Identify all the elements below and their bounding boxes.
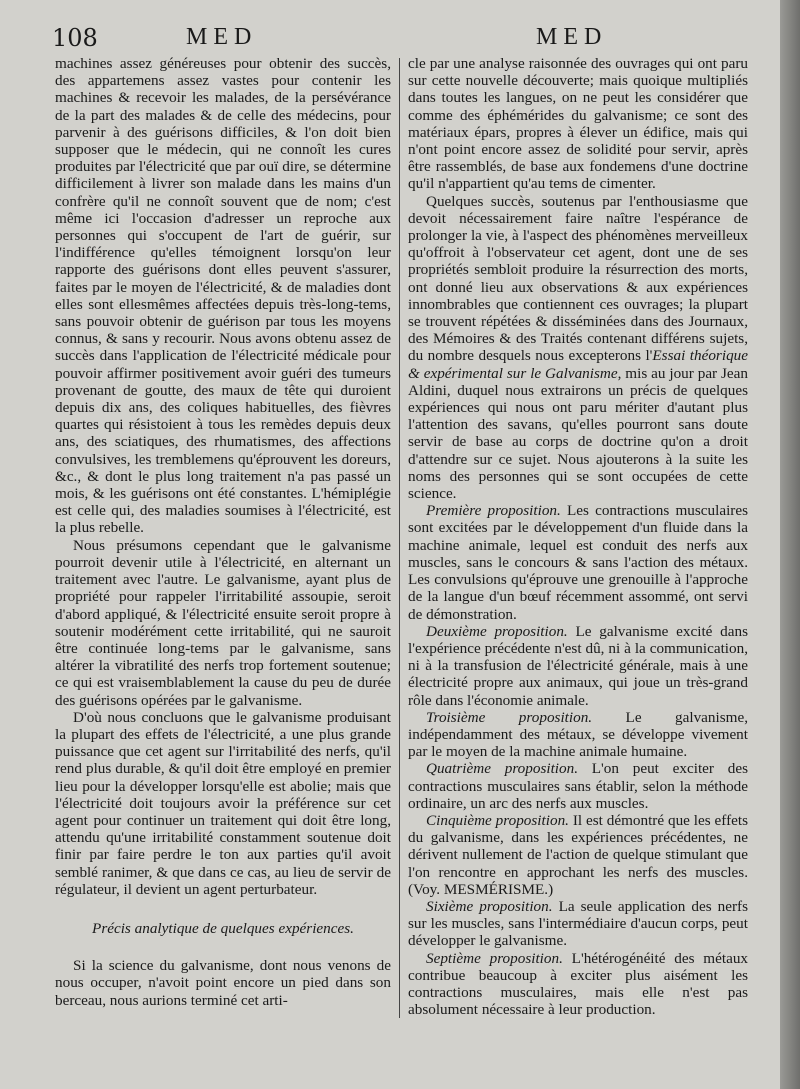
proposition-label: Quatrième proposition. [426,760,578,778]
column-rule [399,58,400,1018]
proposition-label: Deuxième proposition. [426,622,568,640]
page-header [0,22,780,56]
paragraph-text: Quelques succès, soutenus par l'enthousiasme que devoit nécessairement faire naître l'espérance de prolonger la vie, à l'aspect des phénomènes merveilleux qu'offroit à l'observateur cet agent, dont une de ses propriétés sembloit produire la résurrection des morts, ont donné lieu aux observations & aux expériences innombrables que contiennent ces ouvrages; la plupart se trouvent répétées & disséminées dans des Journaux, des Mémoires & des Traités contenant différens sujets, du nombre desquels nous excepterons l' [408,192,748,365]
proposition [408,812,748,898]
running-head-left: MED [186,24,258,50]
proposition [408,760,748,812]
right-column [408,55,748,1018]
page-number: 108 [52,24,98,52]
paragraph: machines assez généreuses pour obtenir des succès, des appartemens assez vastes pour contenir les machines & recevoir les malades, de la persévérance de la part des malades & de celle des médecins, pour parvenir à des guérisons difficiles, & l'on doit bien supposer que le médecin, qui ne connoît les cures produites par l'électricité que par ouï dire, se détermine difficilement à livrer son malade dans les mains d'un confrère qu'il ne connoît souvent que de nom; c'est même ici l'occasion d'adresser un reproche aux personnes qui s'occupent de l'art de guérir, sur l'indifférence qu'elles témoignent lorsqu'on leur rapporte des guérisons dont elles peuvent s'assurer, faites par le moyen de l'électricité, & de maladies dont elles sont ellesmêmes affectées depuis très-long-tems, sans pouvoir obtenir de guérison par tous les moyens connus, & sans y recourir. Nous avons obtenu assez de succès dans l'application de l'électricité médicale pour pouvoir affirmer positivement avoir guéri des tumeurs provenant de goutte, des maux de tête qui duroient depuis dix ans, des coliques habituelles, des fièvres quartes qui résistoient à tous les remèdes depuis deux ans, des sciatiques, des rhumatismes, des affections convulsives, les tremblemens qu'éprouvent les doreurs, &c., & dont le plus long traitement n'a pas passé un mois, & les guérisons ont été constantes. L'hémiplégie est celle qui, des maladies soumises à l'électricité, est la plus rebelle. [55,55,391,537]
proposition-text: Le galvanisme, indépendamment des métaux, se développe vivement par le moyen de la machine animale humaine. [408,708,749,761]
proposition-text: L'hétérogénéité des métaux contribue beaucoup à exciter plus aisément les contractions musculaires, mais elle n'est pas absolument nécessaire à leur production. [408,949,749,1019]
proposition-text: L'on peut exciter des contractions musculaires sans établir, selon la méthode ordinaire, un arc des nerfs aux muscles. [408,760,748,812]
paragraph [408,193,748,503]
proposition [408,898,748,950]
proposition-label: Troisième proposition. [426,708,593,726]
proposition [408,623,748,709]
proposition [408,709,748,761]
proposition [408,502,748,622]
paragraph: Si la science du galvanisme, dont nous venons de nous occuper, n'avoit point encore un pied dans son berceau, nous aurions terminé cet arti- [55,957,391,1009]
proposition-text: Les contractions musculaires sont excitées par le développement d'un fluide dans la machine animale, lequel est conduit des nerfs aux muscles, sans le concours & sans l'action des métaux. Les convulsions qu'éprouve une grenouille à l'approche de la langue d'un bœuf récemment assommé, ont servi de démonstration. [408,502,749,623]
scan-edge [780,0,800,1089]
proposition-label: Septième proposition. [426,949,563,967]
paragraph: cle par une analyse raisonnée des ouvrages qui ont paru sur cette nouvelle découverte; mais quoique multipliés dans toutes les langues, on ne peut les considérer que comme des éphémérides du galvanisme; ce sont des matériaux épars, propres à élever un édifice, mais qui n'ont point encore assez de solidité pour servir, après être rassemblés, de base aux fondemens d'une doctrine qu'il n'appartient qu'au tems de cimenter. [408,55,748,193]
paragraph: D'où nous concluons que le galvanisme produisant la plupart des effets de l'électricité, a une plus grande puissance que cet agent sur l'irritabilité des nerfs, qu'il rend plus durable, & qu'il doit être employé en premier lieu pour la développer lorsqu'elle est abolie; mais que l'électricité doit toujours avoir la préférence sur cet agent pour continuer un traitement qui doit être long, attendu qu'une irritabilité constamment soutenue doit finir par faire perdre le ton aux parties qu'il avoit semblé ranimer, & que dans ce cas, au lieu de servir de régulateur, il devient un agent perturbateur. [55,708,391,898]
proposition-label: Cinquième proposition. [426,811,569,829]
proposition-label: Première proposition. [426,502,561,520]
paragraph: Nous présumons cependant que le galvanisme pourroit devenir utile à l'électricité, en alternant un traitement avec l'autre. Le galvanisme, ayant plus de propriété pour rappeler l'irritabilité assoupie, seroit d'abord appliqué, & l'électricité ensuite seroit propre à soutenir modérément cette irritabilité, qui ne sauroit être continuée long-tems par le galvanisme, sans altérer la vibratilité des nerfs trop fortement soutenue; ce qui est vraisemblablement la cause du peu de durée des guérisons opérées par le galvanisme. [55,536,391,709]
left-column [55,55,391,1009]
book-title: Essai théorique & expérimental sur le Galvanisme [408,347,748,382]
proposition-text: La seule application des nerfs sur les muscles, sans l'intermédiaire d'aucun corps, peut développer le galvanisme. [408,897,748,950]
proposition-text: Il est démontré que les effets du galvanisme, dans les expériences précédentes, ne dérivent nullement de l'action de quelque stimulant que l'on rencontre en approchant les nerfs des muscles. (Voy. MESMÉRISME.) [408,811,748,898]
running-head-right: MED [536,24,608,50]
proposition-label: Sixième proposition. [426,897,553,915]
paragraph-text: , mis au jour par Jean Aldini, duquel nous extrairons un précis de quelques expériences qui nous ont paru mériter d'autant plus l'attention des savans, qu'elles pourront sans doute servir de base au corps de doctrine qu'on a droit d'attendre sur ce sujet. Nous ajouterons à la suite les noms des personnes qui se sont occupées de cette science. [408,364,748,503]
proposition [408,950,748,1019]
proposition-text: Le galvanisme excité dans l'expérience précédente n'est dû, ni à la communication, ni à la transfusion de l'électricité générale, mais à une électricité propre aux animaux, qui joue un très-grand rôle dans l'économie animale. [408,622,748,709]
section-heading: Précis analytique de quelques expériences. [92,919,354,937]
